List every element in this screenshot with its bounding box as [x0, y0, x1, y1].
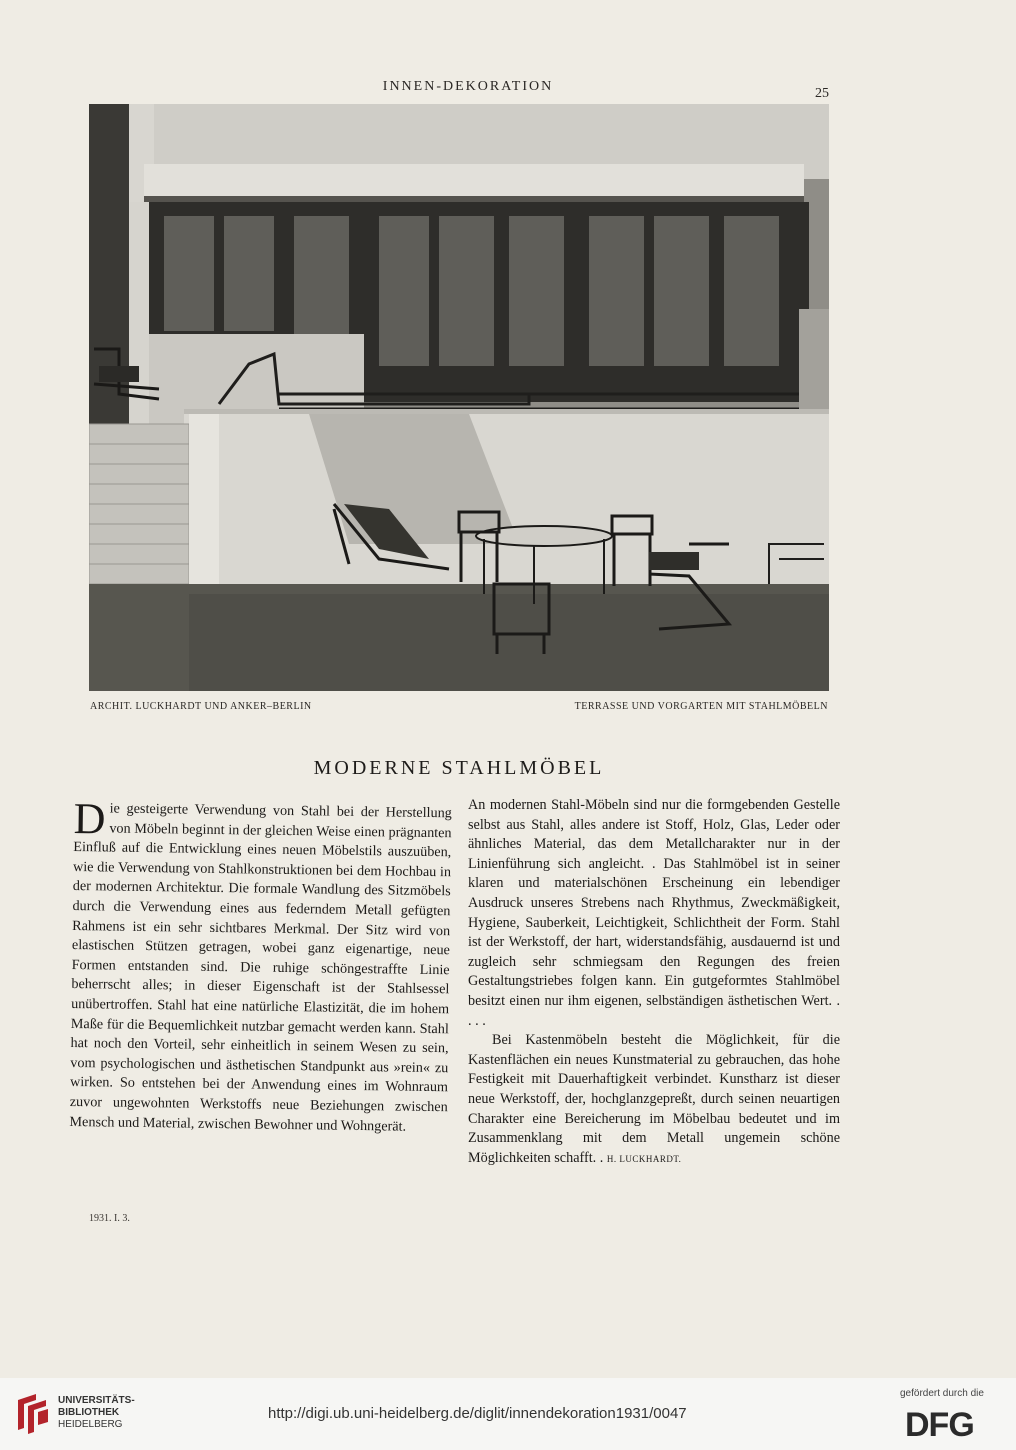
- library-name-line-3: HEIDELBERG: [58, 1419, 123, 1430]
- terrace-photograph: [89, 104, 829, 691]
- permalink-url[interactable]: http://digi.ub.uni-heidelberg.de/diglit/innendekoration1931/0047: [268, 1405, 687, 1422]
- university-library-logo-icon: [14, 1392, 50, 1434]
- article-left-column: [69, 794, 452, 1137]
- page-number: 25: [815, 86, 829, 101]
- library-name-line-2: BIBLIOTHEK: [58, 1407, 120, 1418]
- library-name-line-1: UNIVERSITÄTS-: [58, 1395, 135, 1406]
- issue-mark: 1931. I. 3.: [89, 1213, 130, 1224]
- funded-by-label: gefördert durch die: [900, 1388, 984, 1399]
- photo-caption: TERRASSE UND VORGARTEN MIT STAHLMÖBELN: [574, 701, 828, 712]
- right-paragraph-1: An modernen Stahl-Möbeln sind nur die formgebenden Gestelle selbst aus Stahl, alles andere ist Stoff, Holz, Glas, Leder oder ähnliches Material, das dem Metallcharakter nur in der Linienführung sich angleicht. . Das Stahlmöbel ist in seiner klaren und materialschönen Erscheinung ein lebendiger Ausdruck unseres Strebens nach Rhythmus, Zweckmäßigkeit, Hygiene, Sauberkeit, Leichtigkeit, Schlichtheit der Form. Stahl ist der Werkstoff, der hart, widerstandsfähig, ausdauernd ist und zugleich sehr schmiegsam den Regungen des freien Gestaltungstriebes folgen kann. Ein gutgeformtes Stahlmöbel besitzt einen nur ihm eigenen, selbständigen ästhetischen Wert. . . . .: [468, 797, 840, 1029]
- photo-credit: ARCHIT. LUCKHARDT UND ANKER–BERLIN: [90, 701, 312, 712]
- right-paragraph-2-text: Bei Kastenmöbeln besteht die Möglichkeit, für die Kastenflächen ein neues Kunstmaterial zu gebrauchen, das hohe Festigkeit mit Dauerhaftigkeit verbindet. Kunstharz ist dieser neue Werkstoff, der, hochglanzgepreßt, durch seinen neuartigen Charakter eine Bereicherung im Möbelbau bedeutet und im Zusammenklang mit dem Metall ungemein schöne Möglichkeiten schafft. .: [468, 1032, 840, 1166]
- viewer-footer: [0, 1378, 1016, 1450]
- drop-cap: D: [73, 794, 106, 844]
- left-paragraph: [69, 794, 452, 1137]
- author-signature: H. LUCKHARDT.: [606, 1153, 682, 1164]
- running-title: INNEN-DEKORATION: [382, 79, 554, 94]
- left-paragraph-text: ie gesteigerte Verwendung von Stahl bei der Herstellung von Möbeln beginnt in der gleichen Weise einen prägnanten Einfluß auf die Entwicklung eines neuen Möbelstils auszuüben, wie die Verwendung von Stahlkonstruktionen bei dem Hochbau in der modernen Architektur. Die formale Wandlung des Sitzmöbels durch die Verwendung eines aus federndem Metall gefügten Rahmens ist ein sehr sichtbares Merkmal. Der Sitz wird von elastischen Stützen getragen, wobei ganz eigenartige, neue Formen entstanden sind. Die ruhige schöngestraffte Linie beherrscht alles; in dieser Eigenschaft ist der Stahlsessel unübertroffen. Stahl hat eine natürliche Elastizität, die im hohem Maße für die Bequemlichkeit nutzbar gemacht werden kann. Stahl hat noch den Vorteil, sehr einheitlich in seinem Wesen zu sein, vom psychologischen und ästhetischen Standpunkt aus »rein« zu wirken. So entstehen bei der Anwendung eines im Wohnraum zuvor ungewohnten Werkstoffs neue Beziehungen zwischen Mensch und Material, zwischen Bewohner und Wohngerät.: [69, 800, 452, 1135]
- dfg-logo: DFG: [905, 1406, 974, 1444]
- article-right-column: [468, 796, 840, 1169]
- article-title: MODERNE STAHLMÖBEL: [313, 757, 605, 779]
- library-name: [58, 1395, 135, 1431]
- right-paragraph-2: [468, 1031, 840, 1169]
